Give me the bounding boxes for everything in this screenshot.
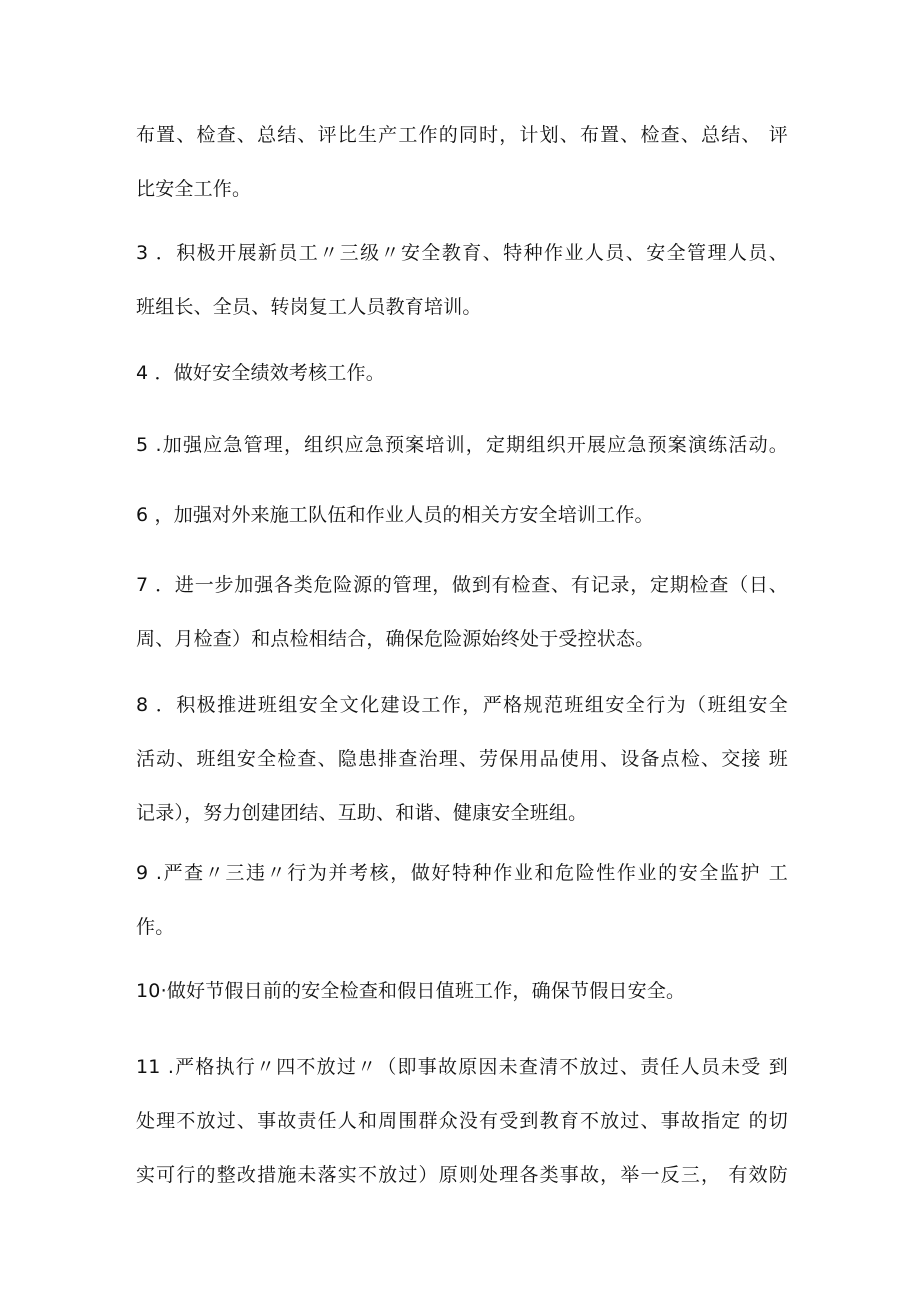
text-line: 班组长、全员、转岗复工人员教育培训。 [136,296,482,318]
paragraph-item-11 [136,1040,788,1202]
text-line: 9 .严查〃三违〃行为并考核，做好特种作业和危险性作业的安全监护 工 [136,862,788,884]
text-line: 周、月检查）和点检相结合，确保危险源始终处于受控状态。 [136,628,655,650]
text-line: 6 ，加强对外来施工队伍和作业人员的相关方安全培训工作。 [136,504,654,526]
text-line: 8 ．积极推进班组安全文化建设工作，严格规范班组安全行为（班组安全 [136,694,788,716]
paragraph-item-5 [136,418,788,472]
text-line: 3 ．积极开展新员工〃三级〃安全教育、特种作业人员、安全管理人员、 [136,242,788,264]
text-line: 10·做好节假日前的安全检查和假日值班工作，确保节假日安全。 [136,980,686,1002]
text-line: 活动、班组安全检查、隐患排查治理、劳保用品使用、设备点检、交接 班 [136,748,788,770]
paragraph-item-9 [136,846,788,954]
text-line: 处理不放过、事故责任人和周围群众没有受到教育不放过、事故指定 的切 [136,1110,788,1132]
text-line: 实可行的整改措施未落实不放过）原则处理各类事故，举一反三， 有效防 [136,1164,788,1186]
paragraph-item-10 [136,964,788,1018]
text-line: 布置、检查、总结、评比生产工作的同时，计划、布置、检查、总结、 评 [136,124,788,146]
paragraph-continuation [136,108,788,216]
text-line: 4 ．做好安全绩效考核工作。 [136,362,385,384]
paragraph-item-3 [136,226,788,334]
paragraph-item-6 [136,488,788,542]
text-line: 比安全工作。 [136,178,252,200]
text-line: 11 .严格执行〃四不放过〃（即事故原因未查清不放过、责任人员未受 到 [136,1056,788,1078]
paragraph-item-8 [136,678,788,840]
text-line: 7 ．进一步加强各类危险源的管理，做到有检查、有记录，定期检查（日、 [136,574,788,596]
paragraph-item-7 [136,558,788,666]
text-line: 5 .加强应急管理，组织应急预案培训，定期组织开展应急预案演练活动。 [136,434,788,456]
paragraph-item-4 [136,346,788,400]
text-line: 记录），努力创建团结、互助、和谐、健康安全班组。 [136,802,588,824]
text-line: 作。 [136,916,175,938]
